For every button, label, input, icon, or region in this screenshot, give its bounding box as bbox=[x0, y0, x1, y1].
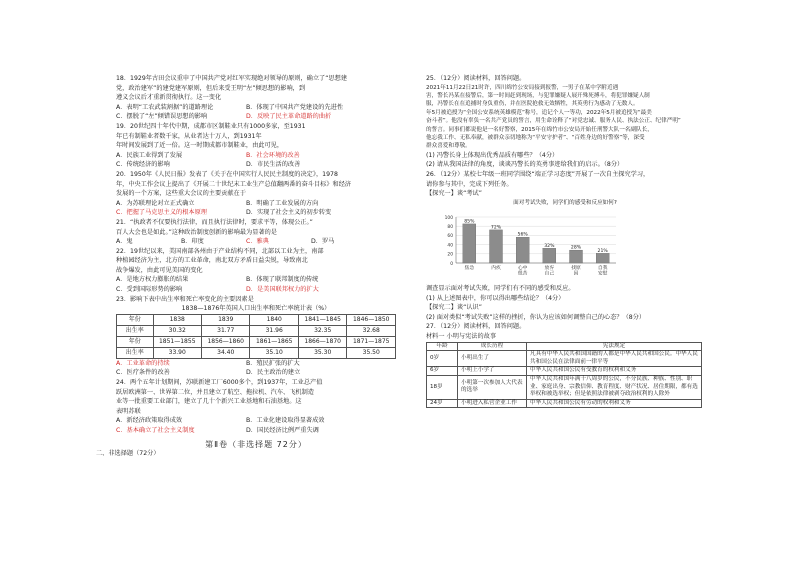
x-tick-label: 心中 bbox=[517, 266, 528, 272]
q20-option-c-answer: C．把握了马克思主义的根本原理 bbox=[116, 209, 207, 217]
q26-question-1: (1) 从上述图表中，你可以得出哪些结论？（4分） bbox=[426, 294, 565, 302]
table-cell: 出生率 bbox=[117, 325, 154, 336]
q20-option-d: D．实现了社会主义的初步转变 bbox=[246, 209, 332, 217]
data-label: 72% bbox=[490, 225, 502, 231]
chart-note: 调查显示面对考试失败，同学们有不同的感受和反应。 bbox=[426, 285, 575, 292]
bar bbox=[463, 224, 476, 263]
table-cell: 小明进入私营企业工作 bbox=[458, 399, 527, 408]
table-cell: 年份 bbox=[117, 336, 154, 347]
q24-option-a: A．新经济政策取得成效 bbox=[116, 417, 183, 425]
table-cell: 凡具有中华人民共和国国籍的人都是中华人民共和国公民。中华人民共和国公民在法律面前一律平等 bbox=[527, 351, 702, 367]
table-cell: 1861—1865 bbox=[250, 336, 298, 347]
y-tick-label: 60 bbox=[447, 234, 453, 240]
table-cell: 34.40 bbox=[201, 347, 249, 358]
q19-option-b-answer: B．社会环境的改善 bbox=[246, 151, 300, 159]
table-row bbox=[427, 375, 702, 399]
x-tick-label: 自我 bbox=[597, 266, 608, 272]
table-cell: 1841—1845 bbox=[298, 314, 346, 325]
bar bbox=[596, 254, 609, 264]
q18-option-a: A．表明“工农武装割据”的道路理论 bbox=[116, 103, 214, 111]
q21-stem-line: 21．“执政者不仅要执行法律，而且执行法律时，要求平等，体现公正。” bbox=[116, 218, 313, 226]
table-header-row bbox=[427, 342, 702, 351]
table-row bbox=[427, 351, 702, 367]
q23-option-a-answer: A．工业革命的持续 bbox=[116, 359, 170, 367]
q23-option-b: B．殖民扩张的扩大 bbox=[246, 359, 300, 367]
data-label: 32% bbox=[544, 244, 555, 250]
bar bbox=[516, 238, 529, 264]
q23-table-title: 1838—1876年英国人口出生率和死亡率统计表（%） bbox=[181, 305, 331, 313]
table-cell: 0岁 bbox=[427, 351, 458, 367]
data-label: 85% bbox=[464, 219, 475, 225]
y-tick-label: 20 bbox=[447, 253, 453, 259]
table-row bbox=[117, 336, 396, 347]
table-row bbox=[117, 347, 396, 358]
table-cell: 35.30 bbox=[298, 347, 346, 358]
q24-option-c-answer: C．基本确立了社会主义制度 bbox=[116, 427, 195, 434]
q19-option-a: A．民族工业得到了发展 bbox=[116, 151, 183, 159]
table-cell: 1856—1860 bbox=[201, 336, 249, 347]
q20-stem-line: 年，中央工作会议上提出了《开展二十世纪末工业生产总值翻两番的奋斗目标》和经济 bbox=[116, 180, 352, 188]
q18-option-d-answer: D．反映了民主革命道路的曲折 bbox=[246, 113, 332, 121]
q22-option-b: B．体现了联邦制度的传统 bbox=[246, 276, 319, 284]
x-tick-label: 放弃 bbox=[544, 266, 555, 272]
q19-option-d: D．市民生活的改善 bbox=[246, 161, 301, 169]
section-2-note: 二、非选择题（72分） bbox=[96, 450, 160, 458]
q20-option-a: A．为苏联理论对立正式确立 bbox=[116, 199, 195, 207]
q20-stem-line: 20．1950年《人民日报》发表了《关于在中国实行人民民主制度的决定》，1978 bbox=[116, 170, 338, 178]
q18-stem-line: 党，政治建军”的建党建军原则，但后来受王明“左”倾思想的影响，到 bbox=[116, 84, 306, 92]
table-cell: 35.10 bbox=[250, 347, 298, 358]
table-cell: 1846—1850 bbox=[347, 314, 396, 325]
q27-title: 27．（12分）阅读材料，回答问题。 bbox=[426, 323, 526, 331]
q25-sub-1: (1) 冯警长身上体现出优秀品质有哪些？（4分） bbox=[426, 151, 559, 159]
data-label: 56% bbox=[517, 233, 528, 239]
bar bbox=[543, 249, 556, 264]
exam-failure-bar-chart bbox=[434, 211, 624, 277]
table-row bbox=[427, 399, 702, 408]
question-23 bbox=[116, 295, 396, 378]
q24-stem-line: 跃居欧洲第一、世界第二位，并且建立了航空、拖拉机、汽车、飞机制造 bbox=[116, 388, 314, 396]
x-tick-label: 内疚 bbox=[491, 266, 501, 272]
table-cell: 小明第一次参加人大代表的选举 bbox=[458, 375, 527, 399]
x-tick-label: 很苦 bbox=[517, 271, 528, 277]
x-tick-label: 因 bbox=[573, 271, 579, 277]
y-tick-label: 0 bbox=[450, 262, 453, 268]
q21-option-b: B．印度 bbox=[181, 238, 204, 246]
q20-stem-line: 发展的一个方案，这些重大会议的主要贡献在于 bbox=[116, 190, 246, 198]
bar bbox=[570, 251, 583, 264]
q20-option-b: B．明确了工业发展的方向 bbox=[246, 199, 319, 207]
x-tick-label: 找原 bbox=[571, 266, 581, 272]
question-19 bbox=[116, 122, 396, 170]
table-cell: 31.96 bbox=[250, 325, 298, 336]
table-cell: 1839 bbox=[201, 314, 249, 325]
q23-stem: 23．影响下表中出生率和死亡率变化的主要因素是 bbox=[116, 295, 254, 303]
table-cell: 24岁 bbox=[427, 399, 458, 408]
table-cell: 1840 bbox=[250, 314, 298, 325]
table-cell: 30.32 bbox=[153, 325, 201, 336]
q26-probe-2: 【探究二】谈“认识” bbox=[426, 304, 482, 312]
table-cell: 32.35 bbox=[298, 325, 346, 336]
q25-passage-line: 群众喜爱和尊敬。 bbox=[426, 143, 471, 150]
y-tick-label: 40 bbox=[447, 243, 453, 249]
table-header-cell: 成长历程 bbox=[458, 342, 527, 351]
q19-stem-line: 年已有制鞋业者数千家，从业者达十万人，到1931年 bbox=[116, 132, 262, 140]
table-cell: 18岁 bbox=[427, 375, 458, 399]
q26-sub: 请你参与其中，完成下列任务。 bbox=[426, 180, 513, 188]
q25-passage-line: 奋斗者”。他没有辜负一名共产党员的誓言，用生命诠释了“对党忠诚、服务人民、执法公正、纪律严明” bbox=[426, 118, 681, 125]
table-cell: 32.68 bbox=[347, 325, 396, 336]
chart-title: 面对考试失败，同学们的感受和反应如何? bbox=[513, 199, 617, 206]
q18-option-c: C．摆脱了“左”倾错误思想的影响 bbox=[116, 113, 208, 121]
q19-option-c: C．传统经济的影响 bbox=[116, 161, 170, 169]
q22-option-a: A．是地方权力膨胀的结果 bbox=[116, 276, 189, 284]
q21-option-a: A．鬼 bbox=[116, 238, 133, 246]
q25-passage-line: 他忘我工作、无私奉献，被群众亲切地称为“平安守护者”、“百姓身边的好警察”等，深受 bbox=[426, 135, 645, 142]
q22-option-c: C．受到国际形势的影响 bbox=[116, 286, 183, 294]
table-cell: 小明出生了 bbox=[458, 351, 527, 367]
q19-stem-line: 年时间发展到了近一倍。这一时期成都市制鞋业，由此可见， bbox=[116, 142, 284, 150]
table-cell: 1851—1855 bbox=[153, 336, 201, 347]
birth-rate-table bbox=[116, 314, 396, 359]
table-cell: 年份 bbox=[117, 314, 154, 325]
q25-passage-line: 年5月被追授为“全国公安系统英雄模范”称号，追记个人一等功，2022年5月被追授为“最美 bbox=[426, 109, 652, 116]
y-tick-label: 100 bbox=[444, 216, 453, 222]
table-header-cell: 宪法规定 bbox=[527, 342, 702, 351]
x-tick-label: 安慰 bbox=[597, 271, 608, 277]
table-cell: 1838 bbox=[153, 314, 201, 325]
q18-stem-line: 18．1929年古田会议重申了中国共产党对红军实现绝对领导的原则，确立了“思想建 bbox=[116, 75, 348, 82]
q25-sub-2: (2) 请从我国法律的角度，谈谈冯警长的英勇事迹给我们的启示。（8分） bbox=[426, 161, 624, 169]
left-column bbox=[96, 74, 396, 459]
q22-stem-line: 22．19世纪以来，美国南部各州由于产业结构不同，北部以工业为主，南部 bbox=[116, 247, 324, 255]
data-label: 21% bbox=[597, 249, 608, 255]
q23-option-c: C．医疗条件的改善 bbox=[116, 369, 170, 377]
q21-option-c-answer: C．雅典 bbox=[246, 238, 269, 246]
q24-option-b: B．工业化建设取得显著成效 bbox=[246, 417, 325, 425]
q26-question-2: (2) 面对类似“考试失败”这样的挫折，你认为应该如何调整自己的心态？（8分） bbox=[426, 313, 646, 321]
table-row bbox=[117, 314, 396, 325]
question-21 bbox=[116, 218, 396, 247]
q25-passage-line: 害，警长冯某在接警后，第一时间赶到现场，与犯罪嫌疑人展开殊死搏斗，将犯罪嫌疑人制 bbox=[426, 93, 650, 99]
table-cell: 6岁 bbox=[427, 367, 458, 376]
q22-stem-line: 战争爆发，由此可见美国的变化 bbox=[116, 266, 203, 274]
q24-stem-line: 24．两个五年计划期间，苏联新建工厂6000多个，到1937年，工业总产值 bbox=[116, 379, 323, 387]
table-cell: 35.50 bbox=[347, 347, 396, 358]
q23-option-d: D．民主政治的建立 bbox=[246, 369, 301, 377]
table-cell: 1866—1870 bbox=[298, 336, 346, 347]
q24-stem-line: 表明苏联 bbox=[116, 407, 141, 415]
right-column bbox=[426, 74, 704, 408]
table-cell: 1871—1875 bbox=[347, 336, 396, 347]
table-row bbox=[427, 367, 702, 376]
q21-stem-line: 百人大会也是如此。”这种政治制度创新的影响最为显著的是 bbox=[116, 228, 277, 236]
q25-passage bbox=[426, 84, 704, 151]
table-cell: 中华人民共和国年满十八周岁的公民，不分民族、种族、性别、职业、家庭出身、宗教信仰、教育程度、财产状况、居住期限，都有选举权和被选举权；但是依照法律被剥夺政治权利的人除外 bbox=[527, 375, 702, 399]
question-18 bbox=[116, 74, 396, 122]
q18-stem-line: 遵义会议后才重新贯彻执行。这一变化 bbox=[116, 94, 222, 102]
q25-title: 25．（12分）阅读材料，回答问题。 bbox=[426, 75, 526, 82]
table-cell: 中华人民共和国公民有劳动的权利和义务 bbox=[527, 399, 702, 408]
data-label: 28% bbox=[570, 246, 582, 252]
x-tick-label: 焦急 bbox=[464, 266, 475, 272]
table-cell: 小明上小学了 bbox=[458, 367, 527, 376]
q18-option-b: B．体现了中国共产党建设的先进性 bbox=[246, 103, 344, 111]
question-20 bbox=[116, 170, 396, 218]
section-2-title: 第Ⅱ卷（非选择题 72分） bbox=[205, 439, 307, 449]
q27-sub: 材料一 小明与宪法的故事 bbox=[426, 332, 497, 340]
x-tick-label: 自己 bbox=[544, 271, 555, 277]
q22-stem-line: 种植园经济为主，北方的工业革命，南北双方矛盾日益尖锐，导致南北 bbox=[116, 257, 308, 265]
q25-passage-line: 的誓言。同事们都说他是一名好警察，2015年在绵竹市公安局开始任刑警大队一名副队长， bbox=[426, 126, 653, 133]
table-cell: 31.77 bbox=[201, 325, 249, 336]
q25-passage-line: 2021年11月22日21时许，四川绵竹公安局接到报警，一男子在某中学附近遇 bbox=[426, 84, 619, 91]
q26-probe-1: 【探究一】谈“考试” bbox=[426, 190, 482, 198]
constitution-story-table bbox=[426, 342, 702, 409]
question-24 bbox=[116, 378, 396, 436]
bar bbox=[490, 230, 503, 263]
y-tick-label: 80 bbox=[447, 225, 453, 231]
q26-title: 26．（12分）某校七年级一班同学围绕“端正学习态度”开展了一次自主探究学习， bbox=[426, 171, 650, 179]
q21-option-d: D．罗马 bbox=[311, 238, 335, 246]
table-cell: 中华人民共和国公民有受教育的权利和义务 bbox=[527, 367, 702, 376]
q22-option-d-answer: D．是美国联邦权力的扩大 bbox=[246, 286, 319, 294]
q19-stem-line: 19．20世纪四十年代中期，成都市区制鞋业只有1000多家，至1931 bbox=[116, 122, 306, 130]
question-22 bbox=[116, 247, 396, 295]
q24-stem-line: 业等一批重要工业部门，建立了几十个新兴工业基地和石油基地。这 bbox=[116, 398, 302, 406]
table-header-cell: 年龄 bbox=[427, 342, 458, 351]
table-cell: 33.90 bbox=[153, 347, 201, 358]
table-row bbox=[117, 325, 396, 336]
q25-passage-line: 服，冯警长在在追捕时身负重伤，并在医院抢救无效牺牲，其英勇行为感动了无数人。 bbox=[426, 101, 639, 108]
q24-option-d: D．国民经济比例严重失调 bbox=[246, 427, 319, 434]
table-cell: 出生率 bbox=[117, 347, 154, 358]
